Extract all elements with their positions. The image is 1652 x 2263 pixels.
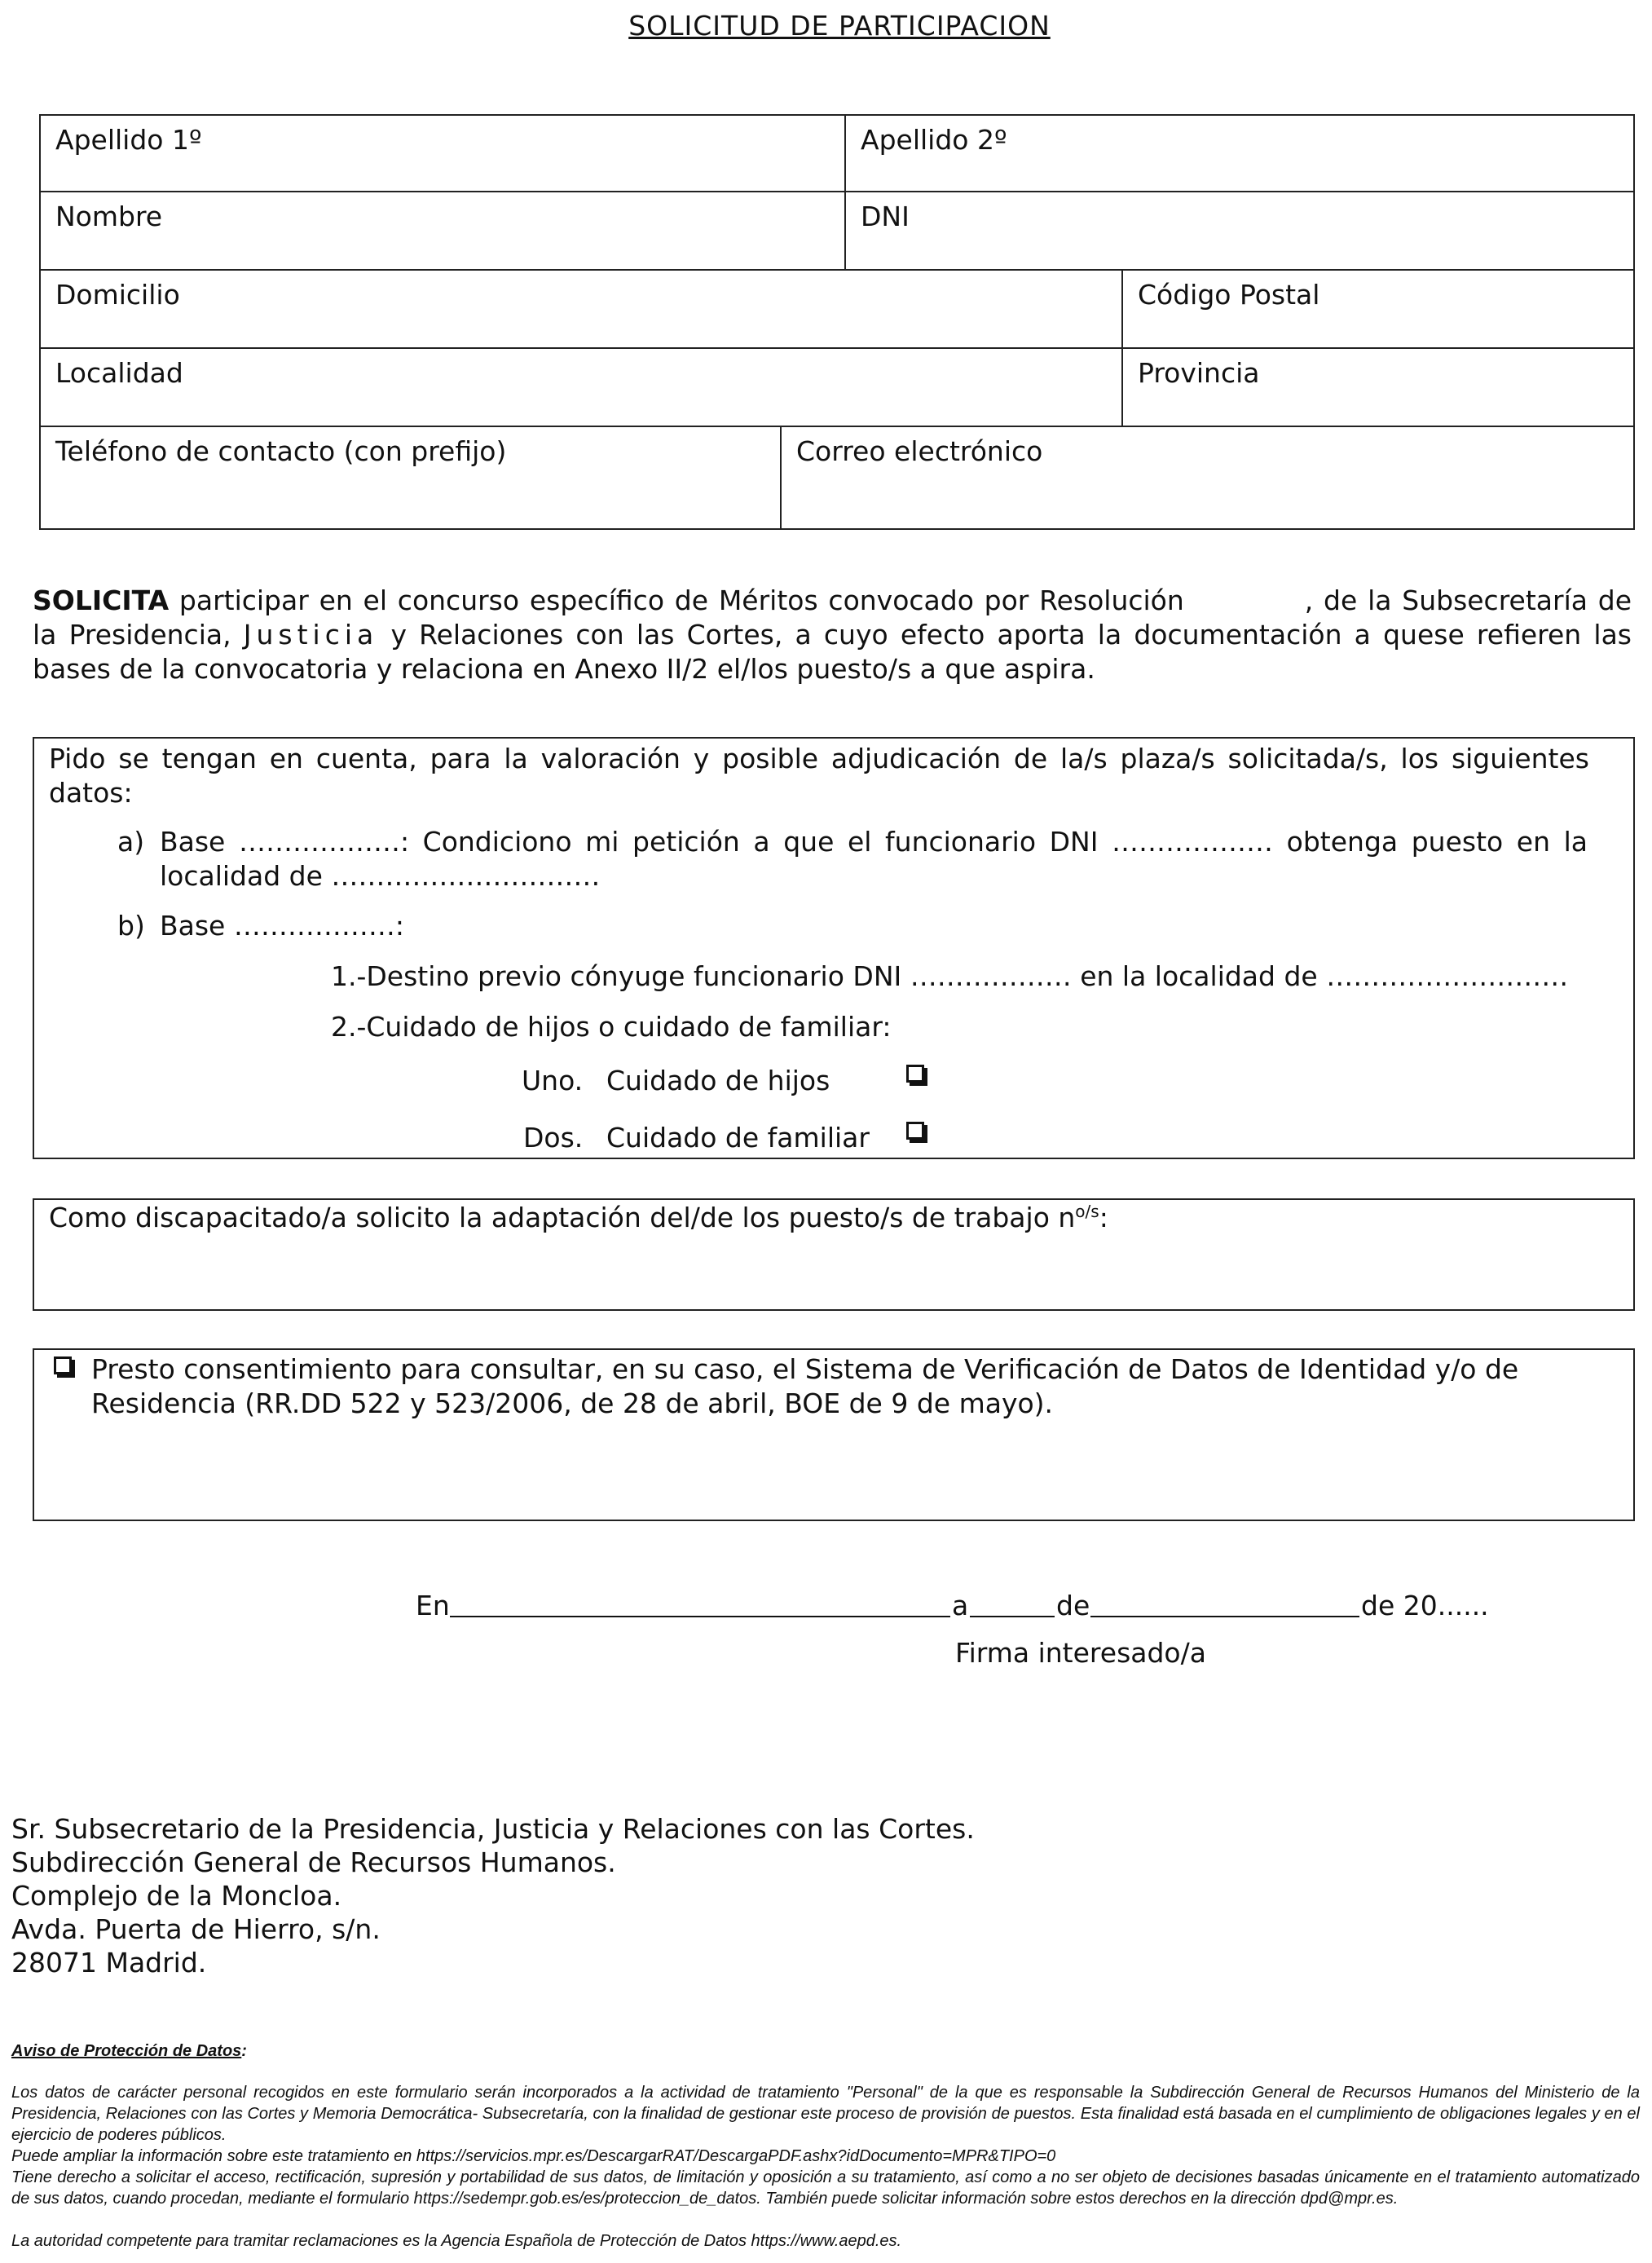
fecha-a-label: a: [952, 1590, 969, 1621]
aviso-paragraph-2: Puede ampliar la información sobre este tratamiento en https://servicios.mpr.es/DescargarRAT/DescargaPDF.ashx?idDocumento=MPR&TIPO=0: [11, 2147, 1056, 2165]
solicita-text-2: , de la Subsecretaría de la Presidencia,: [33, 584, 1632, 651]
codigo-postal-field[interactable]: Código Postal: [1138, 279, 1320, 311]
destinatario-line-3: Complejo de la Moncloa.: [11, 1880, 342, 1912]
uno-text: Cuidado de hijos: [606, 1065, 830, 1096]
discapacidad-colon: :: [1099, 1202, 1108, 1233]
provincia-field[interactable]: Provincia: [1138, 357, 1260, 389]
option-b-marker: b): [117, 910, 145, 942]
solicita-keyword: SOLICITA: [33, 584, 170, 616]
apellido1-field[interactable]: Apellido 1º: [55, 124, 202, 156]
discapacidad-sup: o/s: [1075, 1202, 1099, 1221]
checkbox-cuidado-familiar[interactable]: [906, 1122, 924, 1140]
destinatario-line-2: Subdirección General de Recursos Humanos.: [11, 1846, 616, 1878]
firma-label: Firma interesado/a: [955, 1637, 1206, 1669]
fecha-lugar-line[interactable]: [450, 1616, 950, 1617]
option-a-line-2: localidad de …………………………: [160, 860, 601, 892]
fecha-de-label-1: de: [1056, 1590, 1090, 1621]
destinatario-line-5: 28071 Madrid.: [11, 1947, 207, 1978]
page-title: SOLICITUD DE PARTICIPACION: [628, 10, 1051, 42]
aviso-title-colon: :: [241, 2042, 247, 2060]
datos-intro: Pido se tengan en cuenta, para la valoración y posible adjudicación de la/s plaza/s solicitada/s, los siguientes datos:: [49, 743, 1589, 809]
row-divider: [39, 191, 1635, 192]
row-divider: [39, 426, 1635, 427]
option-a-marker: a): [117, 826, 145, 858]
row-divider: [39, 347, 1635, 349]
consentimiento-line-2: Residencia (RR.DD 522 y 523/2006, de 28 de abril, BOE de 9 de mayo).: [91, 1387, 1054, 1419]
fecha-dia-line[interactable]: [970, 1616, 1055, 1617]
row-divider: [39, 269, 1635, 271]
option-a-line-1: Base ………………: Condiciono mi petición a que el funcionario DNI ……………… obtenga puesto en la: [160, 826, 1588, 858]
checkbox-consentimiento[interactable]: [54, 1356, 72, 1374]
aviso-paragraph-3: Tiene derecho a solicitar el acceso, rectificación, supresión y portabilidad de sus datos, de limitación y oposición a su tratamiento, así como a no ser objeto de decisiones basadas únicamente en el tratamiento automatizado de sus datos, cuando procedan, mediante el formulario https://sedempr.gob.es/es/proteccion_de_datos. También puede solicitar información sobre estos derechos en la dirección dpd@mpr.es.: [11, 2168, 1640, 2208]
dni-field[interactable]: DNI: [861, 201, 910, 232]
option-b-item-1: 1.-Destino previo cónyuge funcionario DNI ……………… en la localidad de ………………………: [331, 960, 1569, 992]
option-b-line: Base ………………:: [160, 910, 404, 942]
fecha-de-label-2: de 20......: [1361, 1590, 1489, 1621]
localidad-field[interactable]: Localidad: [55, 357, 183, 389]
dos-label: Dos.: [523, 1122, 584, 1154]
fecha-mes-line[interactable]: [1090, 1616, 1359, 1617]
fecha-en-label: En: [416, 1590, 450, 1621]
checkbox-cuidado-hijos[interactable]: [906, 1065, 924, 1083]
apellido2-field[interactable]: Apellido 2º: [861, 124, 1007, 156]
solicita-justicia: Justicia: [243, 619, 379, 651]
aviso-title: [11, 2042, 247, 2061]
consentimiento-line-1: Presto consentimiento para consultar, en su caso, el Sistema de Verificación de Datos de Identidad y/o de: [91, 1353, 1519, 1385]
discapacidad-text: [49, 1202, 1108, 1233]
aviso-paragraph-4: La autoridad competente para tramitar reclamaciones es la Agencia Española de Protección de Datos https://www.aepd.es.: [11, 2232, 902, 2250]
aviso-title-text: Aviso de Protección de Datos: [11, 2042, 242, 2060]
nombre-field[interactable]: Nombre: [55, 201, 163, 232]
domicilio-field[interactable]: Domicilio: [55, 279, 180, 311]
personal-data-table: [39, 114, 1635, 530]
aviso-paragraph-1: Los datos de carácter personal recogidos en este formulario serán incorporados a la actividad de tratamiento "Personal" de la que es responsable la Subdirección General de Recursos Humanos del Ministerio de la Presidencia, Relaciones con las Cortes y Memoria Democrática- Subsecretaría, con la finalidad de gestionar este proceso de provisión de puestos. Esta finalidad está basada en el cumplimiento de obligaciones legales y en el ejercicio de poderes públicos.: [11, 2084, 1640, 2144]
column-divider: [844, 114, 846, 271]
solicita-paragraph: [33, 584, 1632, 686]
solicita-text-3: y Relaciones con las Cortes, a cuyo efecto aporta la documentación a quese refieren las bases de la convocatoria y relaciona en Anexo II/2 el/los puesto/s a que aspira.: [33, 619, 1632, 685]
destinatario-line-1: Sr. Subsecretario de la Presidencia, Justicia y Relaciones con las Cortes.: [11, 1813, 975, 1845]
discapacidad-main: Como discapacitado/a solicito la adaptación del/de los puesto/s de trabajo n: [49, 1202, 1076, 1233]
telefono-field[interactable]: Teléfono de contacto (con prefijo): [55, 435, 507, 467]
destinatario-line-4: Avda. Puerta de Hierro, s/n.: [11, 1913, 381, 1945]
correo-field[interactable]: Correo electrónico: [796, 435, 1043, 467]
column-divider: [1121, 269, 1123, 427]
uno-label: Uno.: [522, 1065, 584, 1096]
solicita-text-1: participar en el concurso específico de Méritos convocado por Resolución: [169, 584, 1184, 616]
column-divider: [780, 426, 782, 530]
dos-text: Cuidado de familiar: [606, 1122, 870, 1154]
option-b-item-2: 2.-Cuidado de hijos o cuidado de familiar:: [331, 1011, 892, 1043]
